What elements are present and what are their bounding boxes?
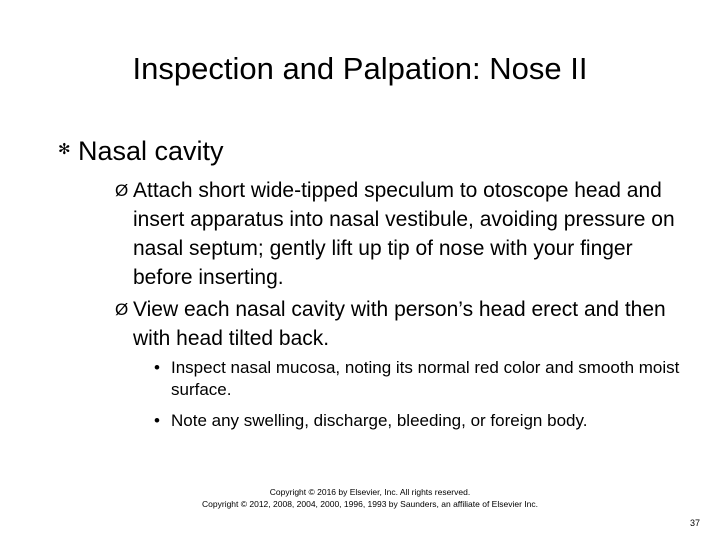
copyright-line-1: Copyright © 2016 by Elsevier, Inc. All rights reserved.	[269, 487, 471, 497]
bullet-text: Attach short wide-tipped speculum to otoscope head and insert apparatus into nasal vestibule, avoiding pressure on nasal septum; gently lift up tip of nose with your finger before inserting.	[133, 179, 675, 289]
slide-title: Inspection and Palpation: Nose II	[132, 51, 588, 86]
bullet-item	[115, 176, 693, 292]
dot-bullet-icon: •	[154, 411, 160, 430]
level1-text: Nasal cavity	[78, 136, 224, 166]
level1-item	[58, 134, 224, 168]
sub-bullet-item	[154, 410, 691, 432]
bullet-item	[115, 295, 693, 353]
copyright-line-2: Copyright © 2012, 2008, 2004, 2000, 1996, 1993 by Saunders, an affiliate of Elsevier Inc.	[202, 499, 538, 509]
sub-bullet-text: Inspect nasal mucosa, noting its normal red color and smooth moist surface.	[171, 358, 680, 399]
bullet-text: View each nasal cavity with person’s head erect and then with head tilted back.	[133, 298, 666, 350]
sub-bullet-text: Note any swelling, discharge, bleeding, or foreign body.	[171, 411, 588, 430]
dot-bullet-icon: •	[154, 358, 160, 377]
arrow-bullet-icon: Ø	[115, 181, 129, 200]
copyright-footer	[150, 486, 590, 510]
flower-bullet-icon: ✻	[58, 141, 71, 158]
sub-bullet-item	[154, 357, 691, 401]
page-number: 37	[690, 518, 701, 528]
arrow-bullet-icon: Ø	[115, 300, 129, 319]
